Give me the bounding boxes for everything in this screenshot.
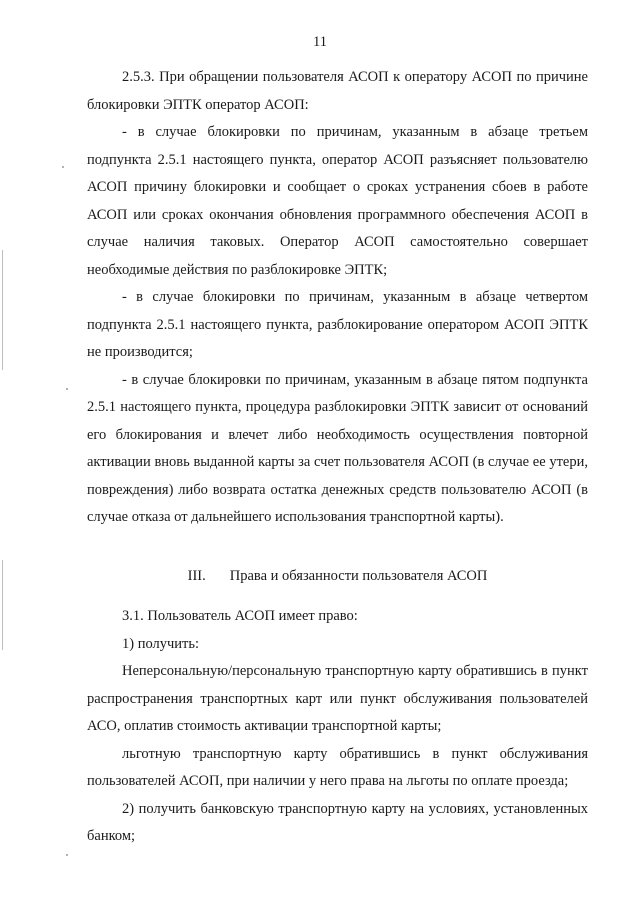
paragraph-nonpersonal-card: Неперсональную/персональную транспортную карту обратившись в пункт распространения транспортных карт или пункт обслуживания пользователей АСО, оплатив стоимость активации транспортной карты; (87, 663, 588, 734)
paragraph-blocking-third: - в случае блокировки по причинам, указанным в абзаце третьем подпункта 2.5.1 настоящего пункта, оператор АСОП разъясняет пользователю АСОП причину блокировки и сообщает о сроках устранения сбоев в работе АСОП или сроках окончания обновления программного обеспечения АСОП в случае наличия таковых. Оператор АСОП самостоятельно совершает необходимые действия по разблокировке ЭПТК; (87, 124, 588, 278)
section-heading (87, 563, 588, 591)
scan-dot (62, 166, 64, 168)
paragraph-item-2: 2) получить банковскую транспортную карту на условиях, установленных банком; (87, 800, 588, 844)
section-title: Права и обязанности пользователя АСОП (229, 567, 488, 584)
page-number: 11 (313, 34, 327, 50)
paragraph-2-5-3: 2.5.3. При обращении пользователя АСОП к оператору АСОП по причине блокировки ЭПТК оператор АСОП: (87, 69, 588, 113)
scan-dot (66, 854, 68, 856)
paragraph-item-1: 1) получить: (122, 635, 200, 652)
paragraph-blocking-fifth: - в случае блокировки по причинам, указанным в абзаце пятом подпункта 2.5.1 настоящего пункта, процедура разблокировки ЭПТК зависит от оснований его блокирования и влечет либо необходимость осуществления повторной активации вновь выданной карты за счет пользователя АСОП (в случае ее утери, повреждения) либо возврата остатка денежных средств пользователю АСОП (в случае отказа от дальнейшего использования транспортной карты). (87, 371, 588, 525)
section-number: III. (187, 567, 206, 584)
document-body (87, 64, 588, 851)
paragraph-preferential-card: льготную транспортную карту обратившись в пункт обслуживания пользователей АСОП, при наличии у него права на льготы по оплате проезда; (87, 745, 588, 789)
paragraph-blocking-fourth: - в случае блокировки по причинам, указанным в абзаце четвертом подпункта 2.5.1 настоящего пункта, разблокирование оператором АСОП ЭПТК не производится; (87, 289, 588, 360)
paragraph-3-1: 3.1. Пользователь АСОП имеет право: (122, 608, 358, 624)
scan-edge-mark (2, 560, 3, 650)
scan-edge-mark (2, 250, 3, 370)
scan-dot (66, 388, 68, 390)
